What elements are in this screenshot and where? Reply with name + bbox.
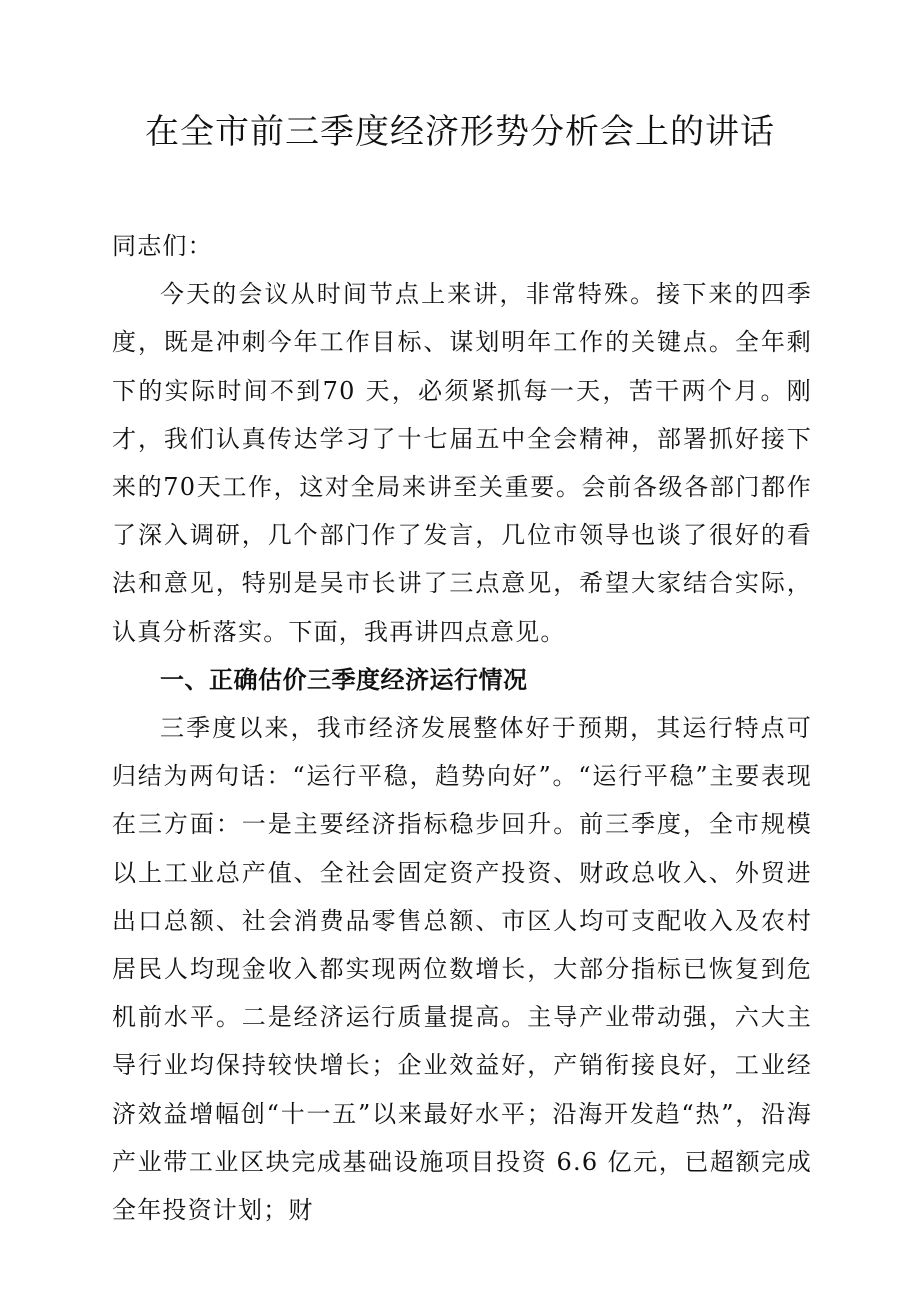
section-heading: 一、正确估价三季度经济运行情况 (160, 665, 528, 694)
document-title: 在全市前三季度经济形势分析会上的讲话 (145, 112, 775, 152)
document-body (112, 222, 812, 1234)
paragraph-opening: 今天的会议从时间节点上来讲，非常特殊。接下来的四季度，既是冲刺今年工作目标、谋划明年工作的关键点。全年剩下的实际时间不到70 天，必须紧抓每一天，苦干两个月。刚才，我们认真传达学习了十七届五中全会精神，部署抓好接下来的70天工作，这对全局来讲至关重要。会前各级各部门都作了深入调研，几个部门作了发言，几位市领导也谈了很好的看法和意见，特别是吴市长讲了三点意见，希望大家结合实际，认真分析落实。下面，我再讲四点意见。 (112, 280, 812, 646)
salutation: 同志们： (112, 232, 213, 260)
paragraph-economy: 三季度以来，我市经济发展整体好于预期，其运行特点可归结为两句话：“运行平稳，趋势向好”。“运行平稳”主要表现在三方面：一是主要经济指标稳步回升。前三季度，全市规模以上工业总产值、全社会固定资产投资、财政总收入、外贸进出口总额、社会消费品零售总额、市区人均可支配收入及农村居民人均现金收入都实现两位数增长，大部分指标已恢复到危机前水平。二是经济运行质量提高。主导产业带动强，六大主导行业均保持较快增长；企业效益好，产销衔接良好，工业经济效益增幅创“十一五”以来最好水平；沿海开发趋“热”，沿海产业带工业区块完成基础设施项目投资 6.6 亿元，已超额完成全年投资计划；财 (112, 714, 812, 1225)
